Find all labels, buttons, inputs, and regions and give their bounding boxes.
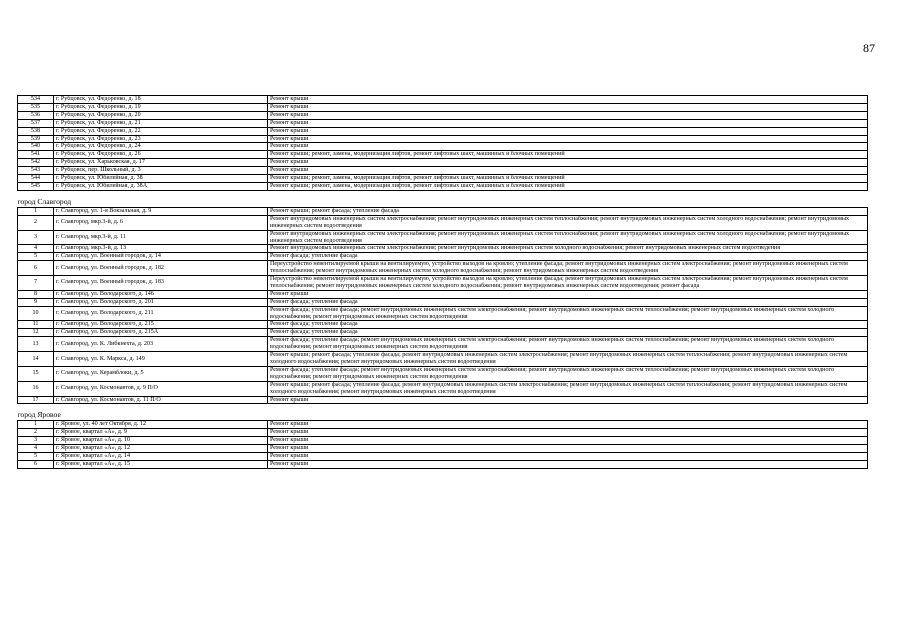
address-cell: г. Славгород, ул. Космонавтов, д. 9 П/О: [54, 381, 268, 396]
works-cell: Ремонт крыши: [268, 460, 868, 468]
row-number-cell: 5: [18, 253, 54, 261]
address-cell: г. Славгород, мкр.3-й, д. 6: [54, 215, 268, 230]
works-cell: Ремонт крыши; ремонт, замена, модернизация лифтов, ремонт лифтовых шахт, машинных и блочных помещений: [268, 182, 868, 190]
table-row: [18, 460, 868, 468]
table-row: [18, 151, 868, 159]
address-cell: г. Славгород, ул. Военный городок, д. 182: [54, 261, 268, 276]
works-cell: Ремонт внутридомовых инженерных систем электроснабжения; ремонт внутридомовых инженерных систем холодного водоснабжения; ремонт внутридомовых инженерных систем водоотведения: [268, 245, 868, 253]
address-cell: г. Славгород, ул. Володарского, д. 215А: [54, 329, 268, 337]
table-row: [18, 182, 868, 190]
row-number-cell: 4: [18, 445, 54, 453]
section-title: город Яровое: [17, 410, 61, 420]
row-number-cell: 15: [18, 366, 54, 381]
table-row: [18, 421, 868, 429]
address-cell: г. Славгород, мкр.3-й, д. 13: [54, 245, 268, 253]
works-cell: Ремонт крыши: [268, 135, 868, 143]
row-number-cell: 544: [18, 175, 54, 183]
row-number-cell: 1: [18, 421, 54, 429]
row-number-cell: 542: [18, 159, 54, 167]
works-cell: Ремонт фасада; утепление фасада: [268, 329, 868, 337]
table-row: [18, 111, 868, 119]
row-number-cell: 2: [18, 215, 54, 230]
table-row: [18, 276, 868, 291]
row-number-cell: 543: [18, 167, 54, 175]
section-title: город Славгород: [17, 196, 72, 206]
row-number-cell: 12: [18, 329, 54, 337]
address-cell: г. Яровое, квартал «А», д. 15: [54, 460, 268, 468]
address-cell: г. Славгород, ул. Володарского, д. 201: [54, 298, 268, 306]
row-number-cell: 10: [18, 306, 54, 321]
works-cell: Ремонт крыши: [268, 111, 868, 119]
section-header-cell: [18, 190, 868, 207]
section-header-row: [18, 404, 868, 421]
row-number-cell: 541: [18, 151, 54, 159]
address-cell: г. Яровое, квартал «А», д. 9: [54, 429, 268, 437]
row-number-cell: 14: [18, 352, 54, 367]
address-cell: г. Яровое, квартал «А», д. 14: [54, 453, 268, 461]
row-number-cell: 3: [18, 437, 54, 445]
row-number-cell: 9: [18, 298, 54, 306]
works-cell: Ремонт крыши: [268, 103, 868, 111]
works-cell: Ремонт фасада; утепление фасада; ремонт внутридомовых инженерных систем электроснабжения; ремонт внутридомовых инженерных систем теплоснабжения; ремонт внутридомовых инженерных систем холодного водоснабжения; ремонт внутридомовых инженерных систем водоотведения: [268, 366, 868, 381]
address-cell: г. Славгород, ул. Космонавтов, д. 11 П/О: [54, 396, 268, 404]
works-cell: Ремонт крыши: [268, 421, 868, 429]
row-number-cell: 535: [18, 103, 54, 111]
address-cell: г. Славгород, ул. Володарского, д. 215: [54, 321, 268, 329]
works-cell: Ремонт крыши: [268, 429, 868, 437]
table-row: [18, 230, 868, 245]
works-cell: Ремонт крыши; ремонт, замена, модернизация лифтов, ремонт лифтовых шахт, машинных и блочных помещений: [268, 151, 868, 159]
address-cell: г. Славгород, ул. К. Либкнехта, д. 203: [54, 337, 268, 352]
table-row: [18, 96, 868, 104]
address-cell: г. Рубцовск, ул. Федоренко, д. 21: [54, 119, 268, 127]
address-cell: г. Рубцовск, ул. Федоренко, д. 18: [54, 96, 268, 104]
works-cell: Ремонт крыши: [268, 119, 868, 127]
works-cell: Ремонт крыши: [268, 167, 868, 175]
table-row: [18, 207, 868, 215]
works-cell: Ремонт фасада; утепление фасада: [268, 321, 868, 329]
row-number-cell: 17: [18, 396, 54, 404]
table-row: [18, 119, 868, 127]
works-cell: Ремонт крыши: [268, 453, 868, 461]
address-cell: г. Рубцовск, ул. Федоренко, д. 26: [54, 151, 268, 159]
address-cell: г. Славгород, ул. Военный городок, д. 183: [54, 276, 268, 291]
works-cell: Ремонт крыши: [268, 159, 868, 167]
table-row: [18, 321, 868, 329]
works-cell: Ремонт внутридомовых инженерных систем электроснабжения; ремонт внутридомовых инженерных систем теплоснабжения; ремонт внутридомовых инженерных систем холодного водоснабжения; ремонт внутридомовых инженерных систем водоотведения: [268, 230, 868, 245]
works-cell: Ремонт крыши: [268, 396, 868, 404]
table-row: [18, 127, 868, 135]
works-cell: Ремонт крыши: [268, 96, 868, 104]
works-cell: Ремонт крыши; ремонт фасада; утепление фасада: [268, 207, 868, 215]
table-row: [18, 381, 868, 396]
table-body: [18, 96, 868, 469]
table-row: [18, 396, 868, 404]
works-cell: Ремонт внутридомовых инженерных систем электроснабжения; ремонт внутридомовых инженерных систем теплоснабжения; ремонт внутридомовых инженерных систем холодного водоснабжения; ремонт внутридомовых инженерных систем водоотведения: [268, 215, 868, 230]
works-cell: Ремонт крыши; ремонт, замена, модернизация лифтов, ремонт лифтовых шахт, машинных и блочных помещений: [268, 175, 868, 183]
row-number-cell: 7: [18, 276, 54, 291]
works-cell: Ремонт крыши: [268, 290, 868, 298]
works-cell: Ремонт фасада; утепление фасада: [268, 298, 868, 306]
address-cell: г. Славгород, ул. 1-я Вокзальная, д. 9: [54, 207, 268, 215]
row-number-cell: 6: [18, 460, 54, 468]
row-number-cell: 4: [18, 245, 54, 253]
table-row: [18, 167, 868, 175]
works-cell: Ремонт крыши: [268, 127, 868, 135]
address-cell: г. Рубцовск, ул. Юбилейная, д. 38А: [54, 182, 268, 190]
row-number-cell: 8: [18, 290, 54, 298]
table-row: [18, 366, 868, 381]
address-cell: г. Рубцовск, ул. Федоренко, д. 20: [54, 111, 268, 119]
address-cell: г. Яровое, ул. 40 лет Октября, д. 12: [54, 421, 268, 429]
works-cell: Ремонт крыши: [268, 437, 868, 445]
table-row: [18, 306, 868, 321]
works-cell: Ремонт крыши: [268, 445, 868, 453]
works-cell: Переустройство невентилируемой крыши на вентилируемую, устройство выходов на кровлю; утепление фасада; ремонт внутридомовых инженерных систем электроснабжения; ремонт внутридомовых инженерных систем теплоснабжения; ремонт внутридомовых инженерных систем холодного водоснабжения; ремонт внутридомовых инженерных систем водоотведения: [268, 261, 868, 276]
row-number-cell: 1: [18, 207, 54, 215]
row-number-cell: 16: [18, 381, 54, 396]
table-row: [18, 329, 868, 337]
table-row: [18, 298, 868, 306]
address-cell: г. Рубцовск, ул. Харьковская, д. 17: [54, 159, 268, 167]
table-row: [18, 261, 868, 276]
table-row: [18, 103, 868, 111]
row-number-cell: 537: [18, 119, 54, 127]
works-cell: Ремонт крыши: [268, 143, 868, 151]
row-number-cell: 538: [18, 127, 54, 135]
row-number-cell: 545: [18, 182, 54, 190]
table-row: [18, 175, 868, 183]
works-cell: Ремонт фасада; утепление фасада; ремонт внутридомовых инженерных систем электроснабжения; ремонт внутридомовых инженерных систем теплоснабжения; ремонт внутридомовых инженерных систем холодного водоснабжения; ремонт внутридомовых инженерных систем водоотведения: [268, 306, 868, 321]
row-number-cell: 536: [18, 111, 54, 119]
row-number-cell: 540: [18, 143, 54, 151]
table-row: [18, 290, 868, 298]
section-header-cell: [18, 404, 868, 421]
address-cell: г. Славгород, ул. Военный городок, д. 14: [54, 253, 268, 261]
address-cell: г. Рубцовск, ул. Федоренко, д. 19: [54, 103, 268, 111]
table-row: [18, 245, 868, 253]
address-cell: г. Славгород, мкр.3-й, д. 11: [54, 230, 268, 245]
row-number-cell: 13: [18, 337, 54, 352]
address-cell: г. Рубцовск, ул. Федоренко, д. 22: [54, 127, 268, 135]
address-cell: г. Славгород, ул. Володарского, д. 211: [54, 306, 268, 321]
works-cell: Ремонт крыши; ремонт фасада; утепление фасада; ремонт внутридомовых инженерных систем электроснабжения; ремонт внутридомовых инженерных систем теплоснабжения; ремонт внутридомовых инженерных систем холодного водоснабжения; ремонт внутридомовых инженерных систем водоотведения: [268, 352, 868, 367]
page-number: 87: [863, 41, 875, 55]
address-cell: г. Рубцовск, ул. Юбилейная, д. 38: [54, 175, 268, 183]
table-row: [18, 143, 868, 151]
table-row: [18, 429, 868, 437]
address-cell: г. Яровое, квартал «А», д. 12: [54, 445, 268, 453]
row-number-cell: 534: [18, 96, 54, 104]
address-cell: г. Яровое, квартал «А», д. 10: [54, 437, 268, 445]
row-number-cell: 11: [18, 321, 54, 329]
row-number-cell: 5: [18, 453, 54, 461]
address-cell: г. Славгород, ул. К. Маркса, д. 149: [54, 352, 268, 367]
table-row: [18, 337, 868, 352]
table-row: [18, 453, 868, 461]
address-cell: г. Рубцовск, ул. Федоренко, д. 23: [54, 135, 268, 143]
table-row: [18, 215, 868, 230]
table-row: [18, 253, 868, 261]
row-number-cell: 6: [18, 261, 54, 276]
table-row: [18, 352, 868, 367]
table-row: [18, 445, 868, 453]
works-cell: Переустройство невентилируемой крыши на вентилируемую, устройство выходов на кровлю; утепление фасада; ремонт внутридомовых инженерных систем электроснабжения; ремонт внутридомовых инженерных систем теплоснабжения; ремонт внутридомовых инженерных систем холодного водоснабжения; ремонт внутридомовых инженерных систем водоотведения; ремонт фасада: [268, 276, 868, 291]
row-number-cell: 539: [18, 135, 54, 143]
works-cell: Ремонт фасада; утепление фасада; ремонт внутридомовых инженерных систем электроснабжения; ремонт внутридомовых инженерных систем теплоснабжения; ремонт внутридомовых инженерных систем холодного водоснабжения; ремонт внутридомовых инженерных систем водоотведения: [268, 337, 868, 352]
address-cell: г. Рубцовск, пер. Школьный, д. 3: [54, 167, 268, 175]
address-cell: г. Славгород, ул. Керамблоки, д. 5: [54, 366, 268, 381]
address-cell: г. Славгород, ул. Володарского, д. 146: [54, 290, 268, 298]
table-row: [18, 135, 868, 143]
table-row: [18, 159, 868, 167]
row-number-cell: 3: [18, 230, 54, 245]
row-number-cell: 2: [18, 429, 54, 437]
works-cell: Ремонт фасада; утепление фасада: [268, 253, 868, 261]
section-header-row: [18, 190, 868, 207]
repair-program-table: [17, 95, 868, 469]
table-row: [18, 437, 868, 445]
works-cell: Ремонт крыши; ремонт фасада; утепление фасада; ремонт внутридомовых инженерных систем электроснабжения; ремонт внутридомовых инженерных систем теплоснабжения; ремонт внутридомовых инженерных систем холодного водоснабжения; ремонт внутридомовых инженерных систем водоотведения: [268, 381, 868, 396]
address-cell: г. Рубцовск, ул. Федоренко, д. 24: [54, 143, 268, 151]
